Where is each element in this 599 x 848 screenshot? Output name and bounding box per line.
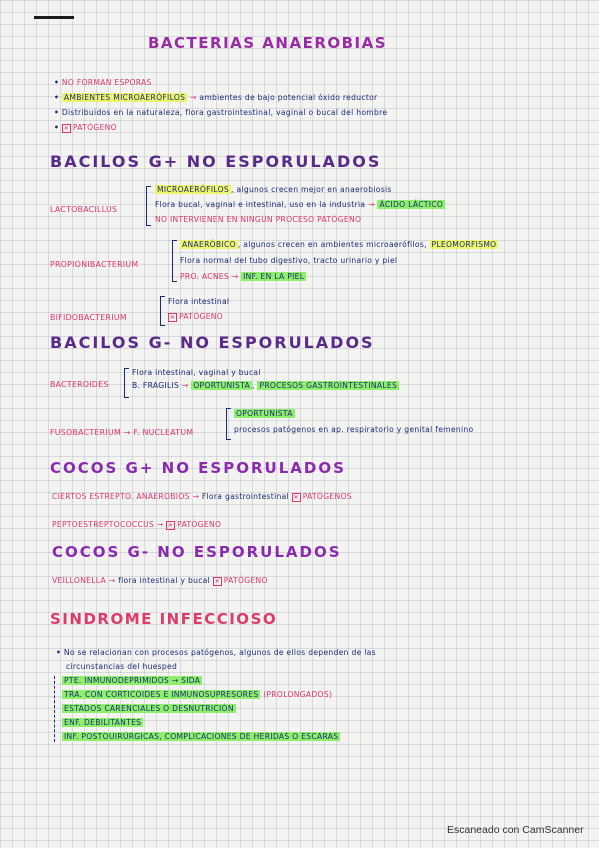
label-bifidobacterium: BIFIDOBACTERIUM — [50, 313, 127, 322]
scanner-watermark: Escaneado con CamScanner — [447, 824, 584, 836]
propioni-line-3: PRO. ACNES → INF. EN LA PIEL — [180, 272, 305, 281]
sindrome-item-3: ESTADOS CARENCIALES O DESNUTRICIÓN — [64, 704, 234, 713]
intro-bullet-4: • ✕ PATÓGENO — [54, 123, 117, 132]
lacto-line-1: MICROAERÓFILOS , algunos crecen mejor en anaerobiosis — [157, 185, 392, 194]
x-mark-icon: ✕ — [63, 124, 70, 132]
top-pen-mark — [34, 16, 74, 19]
dashed-bracket — [54, 676, 55, 742]
strepto-line: CIERTOS ESTREPTO. ANAEROBIOS → Flora gastrointestinal ✕ PATÓGENOS — [52, 492, 352, 501]
section-heading-bacilos-gpos: BACILOS G+ NO ESPORULADOS — [50, 152, 382, 171]
sindrome-intro-1: • No se relacionan con procesos patógenos, algunos de ellos dependen de las — [56, 648, 376, 657]
sindrome-item-4: ENF. DEBILITANTES — [64, 718, 142, 727]
label-fusobacterium: FUSOBACTERIUM → F. NUCLEATUM — [50, 428, 194, 437]
x-mark-icon: ✕ — [168, 521, 174, 529]
bacteroides-line-1: Flora intestinal, vaginal y bucal — [132, 368, 261, 377]
brace-icon — [226, 408, 231, 440]
brace-icon — [172, 240, 177, 282]
sindrome-item-5: INF. POSTOUIRÚRGICAS, COMPLICACIONES DE HERIDAS O ESCARAS — [64, 732, 339, 741]
intro-bullet-3: • Distribuidos en la naturaleza, flora gastrointestinal, vaginal o bucal del hombre — [54, 108, 388, 117]
label-bacteroides: BACTEROIDES — [50, 380, 109, 389]
x-mark-icon: ✕ — [214, 577, 220, 585]
pepto-line: PEPTOESTREPTOCOCCUS → ✕ PATÓGENO — [52, 520, 222, 529]
section-heading-sindrome: SINDROME INFECCIOSO — [50, 610, 278, 628]
brace-icon — [124, 368, 129, 398]
x-mark-icon: ✕ — [293, 493, 299, 501]
label-propionibacterium: PROPIONIBACTERIUM — [50, 260, 139, 269]
sindrome-item-2: TRA. CON CORTICOIDES E INMUNOSUPRESORES (PROLONGADOS) — [64, 690, 333, 699]
bifido-line-2: ✕ PATÓGENO — [169, 312, 224, 321]
intro-bullet-1: • NO FORMAN ESPORAS — [54, 78, 152, 87]
bacteroides-line-2: B. FRAGILIS → OPORTUNISTA , PROCESOS GASTROINTESTINALES — [132, 381, 398, 390]
propioni-line-1: ANAERÓBICO , algunos crecen en ambientes microaerófilos, PLEOMORFISMO — [182, 240, 497, 249]
fuso-line-1: OPORTUNISTA — [236, 409, 293, 418]
brace-icon — [146, 186, 151, 226]
lacto-line-2: Flora bucal, vaginal e intestinal, uso en la industria → ÁCIDO LÁCTICO — [155, 200, 444, 209]
sindrome-intro-2: circunstancias del huesped — [66, 662, 178, 671]
sindrome-item-1: PTE. INMUNODEPRIMIDOS → SIDA — [64, 676, 201, 685]
fuso-line-2: procesos patógenos en ap. respiratorio y genital femenino — [234, 425, 474, 434]
propioni-line-2: Flora normal del tubo digestivo, tracto urinario y piel — [180, 256, 398, 265]
section-heading-bacilos-gneg: BACILOS G- NO ESPORULADOS — [50, 333, 375, 352]
intro-bullet-2: • AMBIENTES MICROAERÓFILOS → ambientes de bajo potencial óxido reductor — [54, 93, 378, 102]
section-heading-cocos-gneg: COCOS G- NO ESPORULADOS — [52, 543, 342, 561]
brace-icon — [160, 296, 165, 326]
section-heading-cocos-gpos: COCOS G+ NO ESPORULADOS — [50, 459, 346, 477]
page-title: BACTERIAS ANAEROBIAS — [148, 34, 388, 52]
x-mark-icon: ✕ — [169, 313, 176, 321]
bifido-line-1: Flora intestinal — [168, 297, 230, 306]
label-lactobacillus: LACTOBACILLUS — [50, 205, 118, 214]
veillonella-line: VEILLONELLA → flora intestinal y bucal ✕ PATÓGENO — [52, 576, 268, 585]
lacto-line-3: NO INTERVIENEN EN NINGÚN PROCESO PATÓGENO — [155, 215, 362, 224]
